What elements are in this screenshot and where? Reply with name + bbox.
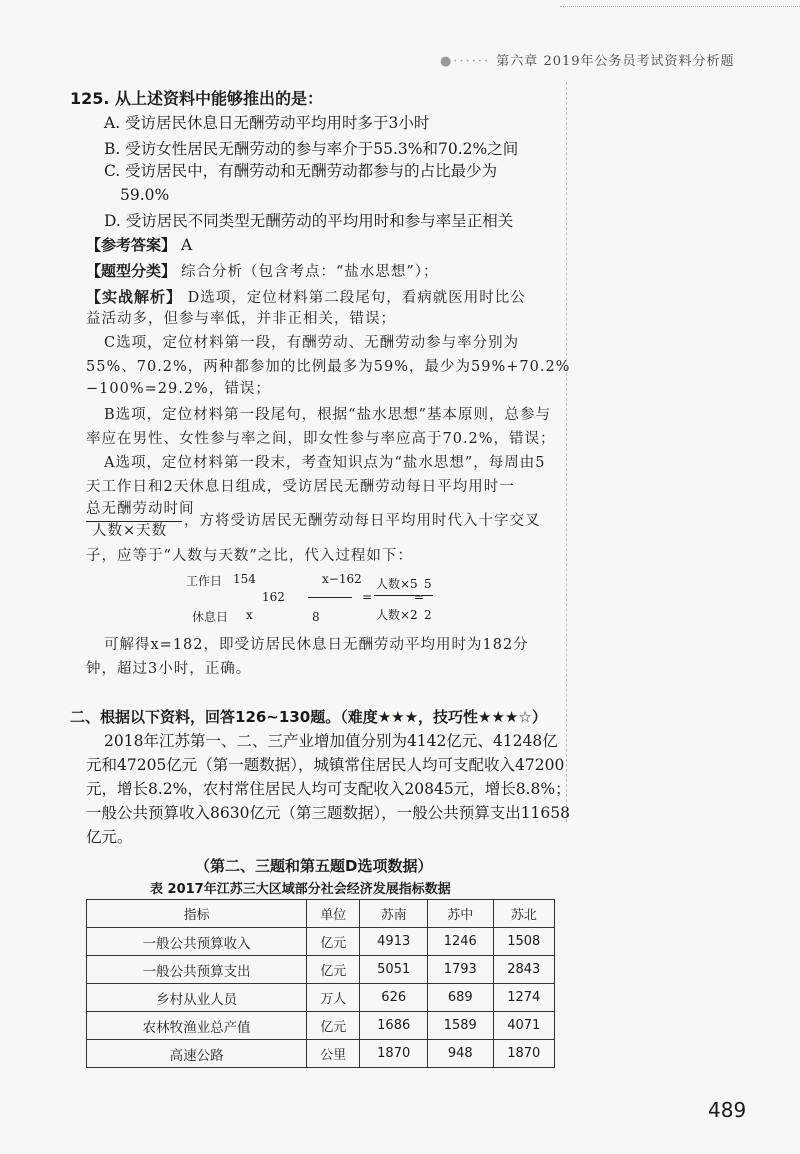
table-row (87, 1012, 555, 1040)
table-cell: 689 (428, 984, 494, 1012)
fraction-denominator: 人数×天数 (92, 523, 168, 539)
workday-label: 工作日 (186, 574, 223, 588)
question-stem: 125. 从上述资料中能够推出的是： (70, 89, 324, 108)
analysis-line: 率应在男性、女性参与率之间，即女性参与率应高于70.2%，错误； (86, 431, 556, 447)
material-line: 一般公共预算收入8630亿元（第三题数据），一般公共预算支出11658 (86, 804, 571, 822)
result-top: 5 (424, 577, 432, 591)
result-bar (421, 595, 433, 596)
diff-bottom: 8 (312, 610, 320, 624)
table-cell: 1686 (360, 1012, 428, 1040)
table-cell: 1589 (428, 1012, 494, 1040)
table-row (87, 1040, 555, 1068)
center-value: 162 (262, 590, 285, 604)
material-line: 2018年江苏第一、二、三产业增加值分别为4142亿元、41248亿 (104, 732, 558, 750)
result-bottom: 2 (424, 608, 432, 622)
answer-value: A (180, 236, 193, 254)
table-row (87, 984, 555, 1012)
table-cell: 万人 (307, 984, 360, 1012)
type-label: 【题型分类】 (86, 262, 177, 280)
type-value: 综合分析（包含考点：“盐水思想”）； (180, 264, 439, 280)
diff-bar (308, 597, 352, 598)
table-cell: 一般公共预算收入 (87, 928, 307, 956)
table-cell: 2843 (493, 956, 554, 984)
table-cell: 1870 (360, 1040, 428, 1068)
material-line: 亿元。 (86, 828, 133, 846)
table-cell: 农林牧渔业总产值 (87, 1012, 307, 1040)
table-cell: 1870 (493, 1040, 554, 1068)
margin-rule (566, 82, 567, 822)
analysis-line: 钟，超过3小时，正确。 (86, 661, 252, 677)
header-cell: 指标 (87, 900, 307, 928)
table-cell: 4071 (493, 1012, 554, 1040)
table-cell: 1246 (428, 928, 494, 956)
analysis-line: 子，应等于“人数与天数”之比，代入过程如下： (86, 548, 413, 564)
table-cell: 亿元 (307, 956, 360, 984)
ratio-top: 人数×5 (376, 577, 418, 591)
table-cell: 1793 (428, 956, 494, 984)
analysis-label: 【实战解析】 (86, 288, 183, 306)
diff-top: x−162 (322, 572, 362, 586)
table-cell: 626 (360, 984, 428, 1012)
running-header: ●······ 第六章 2019年公务员考试资料分析题 (440, 54, 735, 69)
table-row (87, 928, 555, 956)
table-cell: 948 (428, 1040, 494, 1068)
table-caption: 表 2017年江苏三大区域部分社会经济发展指标数据 (150, 882, 451, 897)
header-cell: 苏北 (493, 900, 554, 928)
indicator-table (86, 899, 555, 1068)
header-cell: 苏中 (428, 900, 494, 928)
analysis-line: C选项，定位材料第一段，有酬劳动、无酬劳动参与率分别为 (104, 335, 520, 351)
restday-label: 休息日 (192, 610, 229, 624)
analysis-line: ，方将受访居民无酬劳动每日平均用时代入十字交叉 (184, 513, 541, 529)
option-c: C. 受访居民中，有酬劳动和无酬劳动都参与的占比最少为 (104, 162, 498, 180)
book-title: 2019年公务员考试资料分析题 (543, 54, 735, 69)
table-cell: 公里 (307, 1040, 360, 1068)
analysis-row (86, 286, 526, 309)
top-dotted-rule (560, 6, 800, 7)
table-cell: 5051 (360, 956, 428, 984)
answer-label: 【参考答案】 (86, 236, 177, 254)
table-cell: 1508 (493, 928, 554, 956)
chapter-label: 第六章 (496, 54, 539, 69)
header-cell: 苏南 (360, 900, 428, 928)
option-d: D. 受访居民不同类型无酬劳动的平均用时和参与率呈正相关 (104, 212, 514, 230)
answer-row (86, 234, 192, 256)
equals-sign: = (362, 590, 373, 604)
table-cell: 1274 (493, 984, 554, 1012)
fraction-numerator: 总无酬劳动时间 (86, 501, 195, 517)
analysis-line: D选项，定位材料第二段尾句，看病就医用时比公 (187, 290, 526, 306)
analysis-line: A选项，定位材料第一段末，考查知识点为“盐水思想”，每周由5 (104, 455, 546, 471)
table-header-row (87, 900, 555, 928)
option-c-continued: 59.0% (120, 186, 170, 204)
material-line: 元和47205亿元（第一题数据），城镇常住居民人均可支配收入47200 (86, 756, 565, 774)
header-cell: 单位 (307, 900, 360, 928)
analysis-line: B选项，定位材料第一段尾句，根据“盐水思想”基本原则，总参与 (104, 407, 551, 423)
table-cell: 亿元 (307, 928, 360, 956)
page-number: 489 (708, 1098, 747, 1122)
analysis-line: 益活动多，但参与率低，并非正相关，错误； (86, 311, 396, 327)
section-heading: 二、根据以下资料，回答126~130题。（难度★★★，技巧性★★★☆） (70, 708, 547, 726)
ratio-bottom: 人数×2 (376, 608, 418, 622)
table-note: （第二、三题和第五题D选项数据） (195, 857, 433, 875)
equals-sign-2: = (414, 590, 425, 604)
table-row (87, 956, 555, 984)
table-cell: 亿元 (307, 1012, 360, 1040)
type-row (86, 260, 439, 283)
table-cell: 4913 (360, 928, 428, 956)
analysis-line: 可解得x=182，即受访居民休息日无酬劳动平均用时为182分 (104, 637, 529, 653)
table-cell: 一般公共预算支出 (87, 956, 307, 984)
restday-value: x (246, 608, 253, 622)
analysis-line: −100%=29.2%，错误； (86, 381, 271, 397)
workday-value: 154 (233, 572, 256, 586)
option-a: A. 受访居民休息日无酬劳动平均用时多于3小时 (104, 114, 430, 132)
analysis-line: 55%、70.2%，两种都参加的比例最多为59%，最少为59%+70.2% (86, 359, 571, 375)
table-cell: 乡村从业人员 (87, 984, 307, 1012)
material-line: 元，增长8.2%，农村常住居民人均可支配收入20845元，增长8.8%； (86, 780, 571, 798)
option-b: B. 受访女性居民无酬劳动的参与率介于55.3%和70.2%之间 (104, 140, 519, 158)
analysis-line: 天工作日和2天休息日组成，受访居民无酬劳动每日平均用时一 (86, 479, 515, 495)
table-cell: 高速公路 (87, 1040, 307, 1068)
